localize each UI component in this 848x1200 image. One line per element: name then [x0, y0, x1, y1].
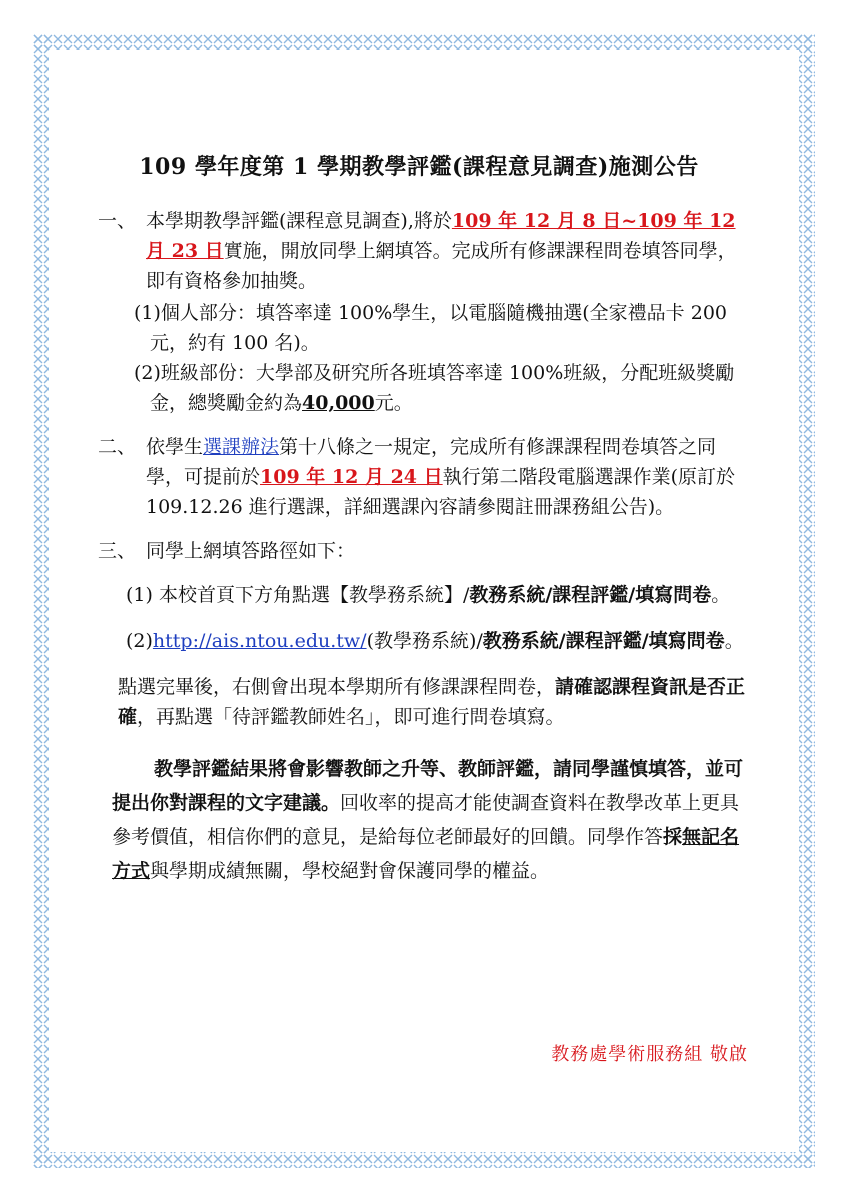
prize-individual: (1)個人部分：填答率達 100%學生，以電腦隨機抽選(全家禮品卡 200 元，約有 100 名)。: [134, 302, 727, 354]
section-1-number: 一、: [98, 210, 137, 232]
path-1-bold: 教務系統/課程評鑑/填寫問卷: [469, 584, 712, 606]
selection-note: [118, 672, 750, 732]
prize-amount: 40,000: [302, 392, 375, 414]
path-2-num: (2): [126, 630, 153, 652]
section-3-number: 三、: [98, 540, 137, 562]
early-selection-date: 109 年 12 月 24 日: [260, 466, 443, 488]
path-2-text: (教學務系統)/: [366, 630, 483, 652]
prize-class-text: (2)班級部份：大學部及研究所各班填答率達 100%班級，分配班級獎勵金，總獎勵金約為: [134, 362, 735, 414]
section-2-number: 二、: [98, 436, 137, 458]
closing-bold: 教學評鑑結果將會影響教師之升等、教師評鑑，請同學謹慎填答，並可提出你對課程的文字建議。: [112, 758, 744, 814]
closing-adopt: 採: [663, 826, 683, 848]
survey-period: 109 年 12 月 8 日~109 年 12 月 23 日: [146, 210, 736, 262]
closing-text: [112, 752, 750, 888]
path-1: [126, 580, 750, 610]
path-2: [126, 626, 750, 656]
note-intro: 點選完畢後，右側會出現本學期所有修課課程問卷，: [118, 676, 556, 698]
announcement-content: [98, 150, 750, 888]
section-1-intro: 本學期教學評鑑(課程意見調查),將於: [146, 210, 452, 232]
section-3-text: 同學上網填答路徑如下：: [146, 540, 356, 562]
path-2-bold: 教務系統/課程評鑑/填寫問卷: [482, 630, 725, 652]
ais-url-link[interactable]: http://ais.ntou.edu.tw/: [152, 630, 367, 652]
path-1-text: (1) 本校首頁下方角點選【教學務系統】/: [126, 584, 470, 606]
course-selection-rules-link[interactable]: 選課辦法: [203, 436, 280, 458]
section-2: [98, 432, 750, 522]
section-1: [98, 206, 750, 418]
section-2-text: [146, 432, 750, 522]
prize-class: [134, 358, 750, 418]
signature: 教務處學術服務組 敬啟: [551, 1044, 748, 1065]
page-title: 109 學年度第 1 學期教學評鑑(課程意見調查)施測公告: [139, 154, 699, 180]
closing-body: 回收率的提高才能使調查資料在教學改革上更具參考價值，相信你們的意見，是給每位老師最好的回饋。同學作答: [112, 792, 740, 848]
anonymous-method: 無記名方式: [112, 826, 740, 882]
section-1-text: [146, 206, 750, 296]
section-2-mid: 第十八條之一規定，完成所有修課課程問卷填答之同學，可提前於: [146, 436, 717, 488]
closing-paragraph: [112, 752, 750, 888]
path-1-end: 。: [711, 584, 731, 606]
note-rest: ，再點選「待評鑑教師姓名」，即可進行問卷填寫。: [137, 706, 565, 728]
closing-end: 與學期成績無關，學校絕對會保護同學的權益。: [150, 860, 550, 882]
prize-unit: 元。: [374, 392, 413, 414]
prize-list: [134, 298, 750, 418]
section-3: [98, 536, 750, 732]
section-2-rest: 執行第二階段電腦選課作業(原訂於 109.12.26 進行選課，詳細選課內容請參閱註冊課務組公告)。: [146, 466, 736, 518]
section-2-intro: 依學生: [146, 436, 204, 458]
section-1-rest: 實施，開放同學上網填答。完成所有修課課程問卷填答同學，即有資格參加抽獎。: [146, 240, 737, 292]
note-bold: 請確認課程資訊是否正確: [118, 676, 746, 728]
access-paths: [126, 580, 750, 656]
path-2-end: 。: [724, 630, 744, 652]
